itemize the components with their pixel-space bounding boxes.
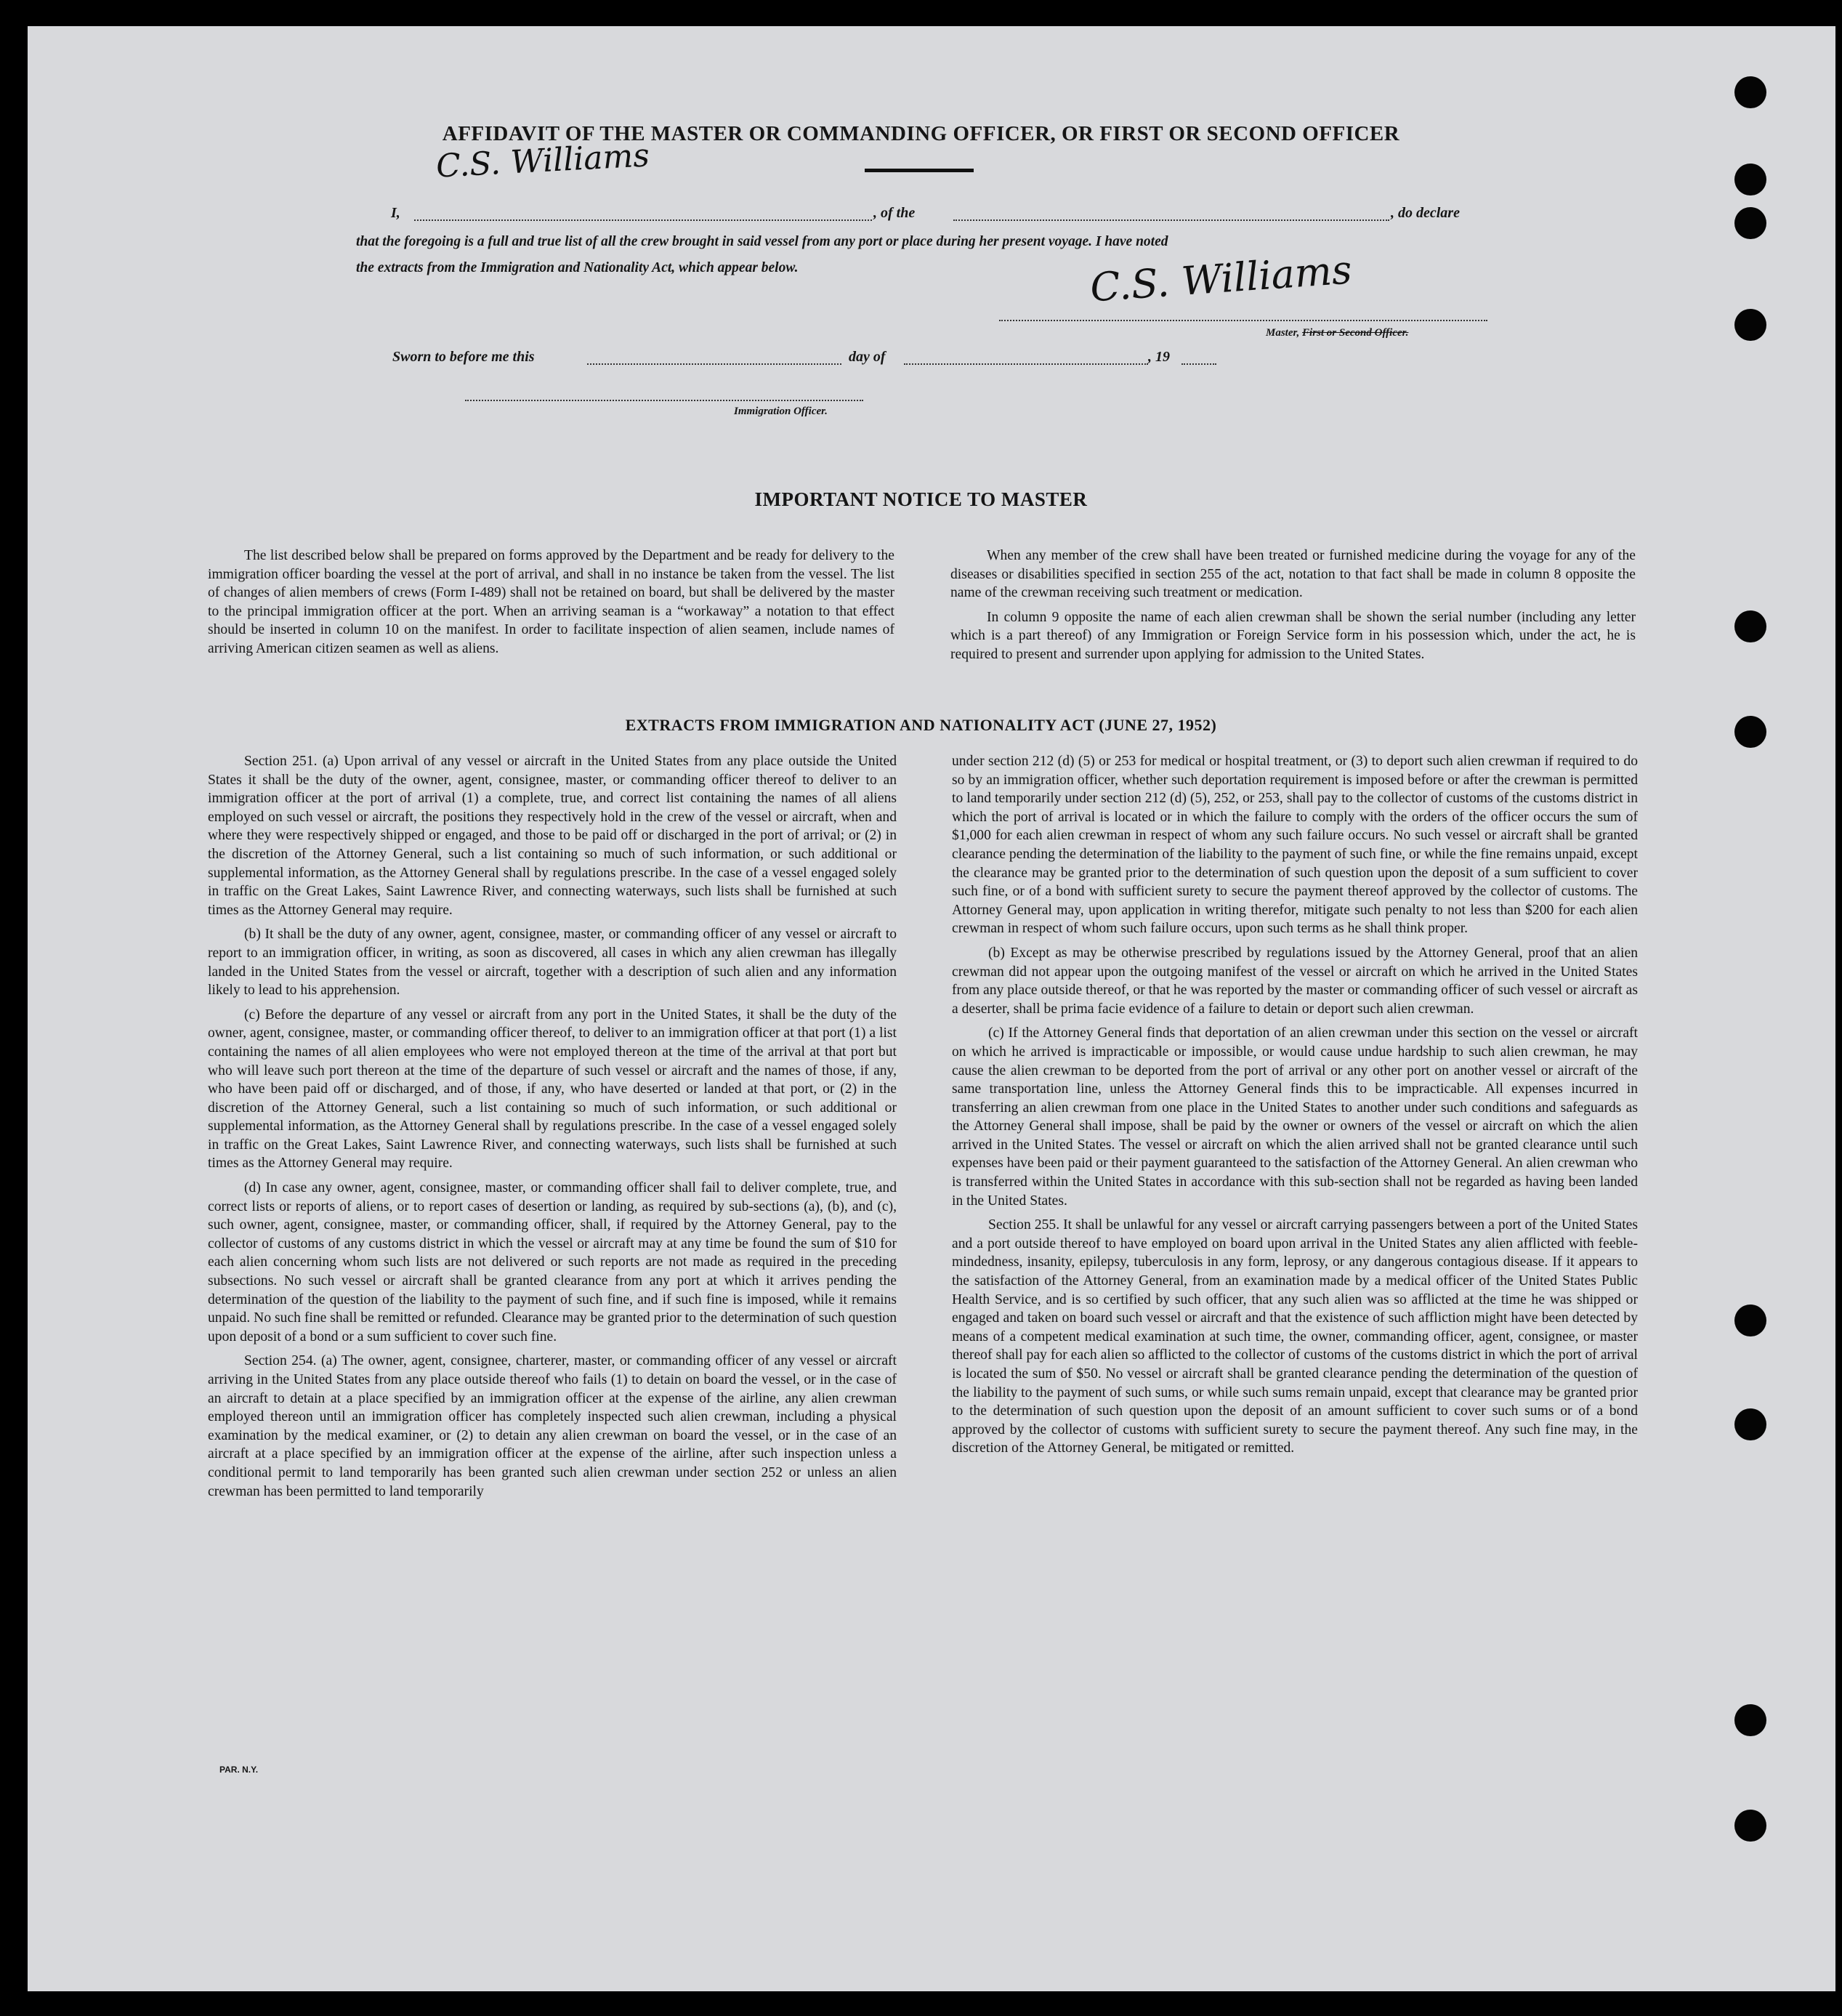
statement-line-2: the extracts from the Immigration and Nationality Act, which appear below. (356, 260, 799, 275)
officer-label: Immigration Officer. (734, 406, 828, 417)
printer-code: PAR. N.Y. (219, 1765, 259, 1775)
signature-top: C.S. Williams (435, 137, 651, 185)
section-251-a: Section 251. (a) Upon arrival of any vessel or aircraft in the United States from any place outside the United States it shall be the duty of the owner, agent, consignee, master, or commanding officer thereof to deliver to an immigration officer at the port of arrival (1) a complete, true, and correct list containing the names of all aliens employed on such vessel or aircraft, the positions they respectively hold in the crew of the vessel or aircraft, when and where they were respectively shipped or engaged, and those to be paid off or discharged in the port of arrival; or (2) in the discretion of the Attorney General, such a list containing so much of such information, or such additional or supplemental information, as the Attorney General shall by regulations prescribe. In the case of a vessel engaged solely in traffic on the Great Lakes, Saint Lawrence River, and connecting waterways, such lists shall be furnished at such times as the Attorney General may require. (208, 754, 897, 918)
sworn-day-line[interactable] (587, 363, 841, 365)
extracts-left-column (208, 752, 897, 1507)
section-254-a-continued: under section 212 (d) (5) or 253 for medical or hospital treatment, or (3) to deport such alien crewman if required to do so by an immigration officer, whether such deportation requirement is imposed before or after the crewman is permitted to land temporarily under section 212 (d) (5), 252, or 253, shall pay to the collector of customs of the customs district in which the port of arrival is located or in which the failure to comply with the orders of the officer occurs the sum of $1,000 for each alien crewman in respect of whom any such failure occurs. No such vessel or aircraft shall be granted clearance pending the determination of the liability to the payment of such fine, or while the fine remains unpaid, except the clearance may be granted prior to the determination of such question upon the deposit of a sum sufficient to cover such fine, or of a bond with sufficient surety to secure the payment thereof approved by the collector of customs. The Attorney General may, upon application in writing therefor, mitigate such penalty to not less than $200 for each alien crewman in respect of whom such failure occurs, upon such terms as he shall think proper. (952, 754, 1638, 937)
punch-hole (1734, 164, 1766, 195)
notice-right-column (950, 547, 1636, 670)
year-label: , 19 (1148, 349, 1170, 365)
punch-hole (1734, 1810, 1766, 1842)
section-254-c: (c) If the Attorney General finds that deportation of an alien crewman under this section on the vessel or aircraft on which he arrived is impracticable or impossible, or would cause undue hardship to such alien crewman, he may cause the alien crewman to be deported from the port of arrival or any other port on another vessel or aircraft of the same transportation line, unless the Attorney General finds this to be impracticable. All expenses incurred in transferring an alien crewman from one place in the United States to another under such conditions and safeguards as the Attorney General shall impose, shall be paid by the owner or owners of the vessel or aircraft on which the alien arrived in the United States. The vessel or aircraft on which the alien arrived shall not be granted clearance until such expenses have been paid or their payment guaranteed to the satisfaction of the Attorney General. An alien crewman who is transferred within the United States in accordance with this sub-section shall not be regarded as having been landed in the United States. (952, 1025, 1638, 1209)
name-line[interactable] (414, 219, 872, 221)
section-255: Section 255. It shall be unlawful for any vessel or aircraft carrying passengers between a port of the United States and a port outside thereof to have employed on board upon arrival in the United States any alien afflicted with feeble-mindedness, insanity, epilepsy, tuberculosis in any form, leprosy, or any dangerous contagious disease. If it appears to the satisfaction of the Attorney General, from an examination made by a medical officer of the United States Public Health Service, and is so certified by such officer, that any such alien was so afflicted at the time he was shipped or engaged and taken on board such vessel or aircraft and that the existence of such affliction might have been detected by means of a competent medical examination at such time, the owner, commanding officer, agent, consignee, or master thereof shall pay for each alien so afflicted to the collector of customs of the customs district in which the port of arrival is located the sum of $50. No vessel or aircraft shall be granted clearance pending the determination of the question of the liability to the payment of such sums, or while such sums remain unpaid, except that clearance may be granted prior to the determination of such question upon the deposit of an amount sufficient to cover such sums or of a bond approved by the collector of customs with sufficient surety to secure the payment thereof. Any such fine may, in the discretion of the Attorney General, be mitigated or remitted. (952, 1217, 1638, 1456)
master-title (1266, 327, 1408, 339)
affidavit-title: AFFIDAVIT OF THE MASTER OR COMMANDING OFFICER, OR FIRST OR SECOND OFFICER (442, 122, 1400, 145)
punch-hole (1734, 76, 1766, 108)
section-251-d: (d) In case any owner, agent, consignee, master, or commanding officer shall fail to deliver complete, true, and correct lists or reports of aliens, or to report cases of desertion or landing, as required by sub-sections (a), (b), and (c), such owner, agent, consignee, master, or commanding officer, shall, if required by the Attorney General, pay to the collector of customs of any customs district in which the vessel or aircraft may at any time be found the sum of $10 for each alien concerning whom such lists are not delivered or such reports are not made as required in the preceding subsections. No such vessel or aircraft shall be granted clearance from any port at which it arrives pending the determination of the question of the liability to the payment of such fine, and if such fine is imposed, while it remains unpaid. No such fine shall be remitted or refunded. Clearance may be granted prior to the determination of such question upon deposit of a bond or a sum sufficient to cover such fine. (208, 1180, 897, 1344)
officer-signature-line[interactable] (465, 400, 863, 401)
notice-title: IMPORTANT NOTICE TO MASTER (754, 488, 1088, 510)
of-the-label: , of the (873, 205, 916, 221)
section-251-b: (b) It shall be the duty of any owner, agent, consignee, master, or commanding officer of any vessel or aircraft to report to an immigration officer, in writing, as soon as discovered, all cases in which any alien crewman has illegally landed in the United States from the vessel or aircraft, together with a description of such alien and any information likely to lead to his apprehension. (208, 927, 897, 999)
punch-hole (1734, 207, 1766, 239)
notice-left-paragraph: The list described below shall be prepared on forms approved by the Department and be ready for delivery to the immigration officer boarding the vessel at the port of arrival, and shall in no instance be taken from the vessel. The list of changes of alien members of crews (Form I-489) shall not be retained on board, but shall be delivered by the master to the principal immigration officer at the port. When an arriving seaman is a “workaway” a notation to that effect should be inserted in column 10 on the manifest. In order to facilitate inspection of alien seamen, include names of arriving American citizen seamen as well as aliens. (208, 548, 894, 656)
section-251-c: (c) Before the departure of any vessel or aircraft from any port in the United States, it shall be the duty of the owner, agent, consignee, master, or commanding officer thereof, to deliver to an immigration officer at that port (1) a list containing the names of all alien employees who were not employed thereon at the time of the arrival at that port but who will leave such port thereon at the time of the departure of such vessel or aircraft and the names of those, if any, who have been paid off or discharged, and of those, if any, who have deserted or landed at that port, or (2) in the discretion of the Attorney General, such a list containing so much of such information, or such additional or supplemental information, as the Attorney General shall by regulations prescribe. In the case of a vessel engaged solely in traffic on the Great Lakes, Saint Lawrence River, and connecting waterways, such lists shall be furnished at such times as the Attorney General may require. (208, 1007, 897, 1172)
sworn-label: Sworn to before me this (392, 349, 535, 365)
sworn-month-line[interactable] (904, 363, 1148, 365)
notice-right-paragraph-2: In column 9 opposite the name of each alien crewman shall be shown the serial number (including any letter which is a part thereof) of any Immigration or Foreign Service form in his possession which, under the act, he is required to present and surrender upon applying for admission to the United States. (950, 609, 1636, 662)
punch-hole (1734, 1408, 1766, 1440)
statement-line-1: that the foregoing is a full and true list of all the crew brought in said vessel from any port or place during her present voyage. I have noted (356, 234, 1168, 249)
day-of-label: day of (849, 349, 886, 365)
master-label: Master, (1266, 327, 1300, 339)
title-rule (865, 169, 974, 172)
punch-hole (1734, 1704, 1766, 1736)
master-struck-text: First or Second Officer. (1302, 327, 1409, 339)
notice-right-paragraph-1: When any member of the crew shall have been treated or furnished medicine during the voyage for any of the diseases or disabilities specified in section 255 of the act, notation to that fact shall be made in column 8 opposite the name of the crewman receiving such treatment or medication. (950, 548, 1636, 601)
signature-line[interactable] (999, 320, 1487, 321)
section-254-b: (b) Except as may be otherwise prescribed by regulations issued by the Attorney General, proof that an alien crewman did not appear upon the outgoing manifest of the vessel or aircraft on which he arrived in the United States from any place outside thereof, or that he was reported by the master or commanding officer of such vessel or aircraft as a deserter, shall be prima facie evidence of a failure to detain or deport such alien crewman. (952, 945, 1638, 1017)
punch-hole (1734, 1305, 1766, 1336)
section-254-a: Section 254. (a) The owner, agent, consignee, charterer, master, or commanding officer of any vessel or aircraft arriving in the United States from any place outside thereof who fails (1) to detain on board the vessel, or in the case of an aircraft to detain at a place specified by an immigration officer at the expense of the airline, any alien crewman employed thereon until an immigration officer has completely inspected such alien crewman, including a physical examination by the medical examiner, or (2) to detain any alien crewman on board the vessel, or in the case of an aircraft at a place specified by an immigration officer at the expense of the airline, after such inspection unless a conditional permit to land temporarily has been granted such alien crewman under section 252 or unless an alien crewman has been permitted to land temporarily (208, 1353, 897, 1499)
signature-master: C.S. Williams (1088, 246, 1354, 311)
extracts-title: EXTRACTS FROM IMMIGRATION AND NATIONALITY ACT (JUNE 27, 1952) (625, 716, 1217, 734)
do-declare-label: , do declare (1391, 205, 1460, 221)
punch-hole (1734, 610, 1766, 642)
notice-left-column (208, 547, 894, 664)
extracts-right-column (952, 752, 1638, 1464)
i-label: I, (391, 205, 400, 221)
sworn-year-line[interactable] (1181, 363, 1216, 365)
vessel-line[interactable] (953, 219, 1389, 221)
punch-hole (1734, 309, 1766, 341)
